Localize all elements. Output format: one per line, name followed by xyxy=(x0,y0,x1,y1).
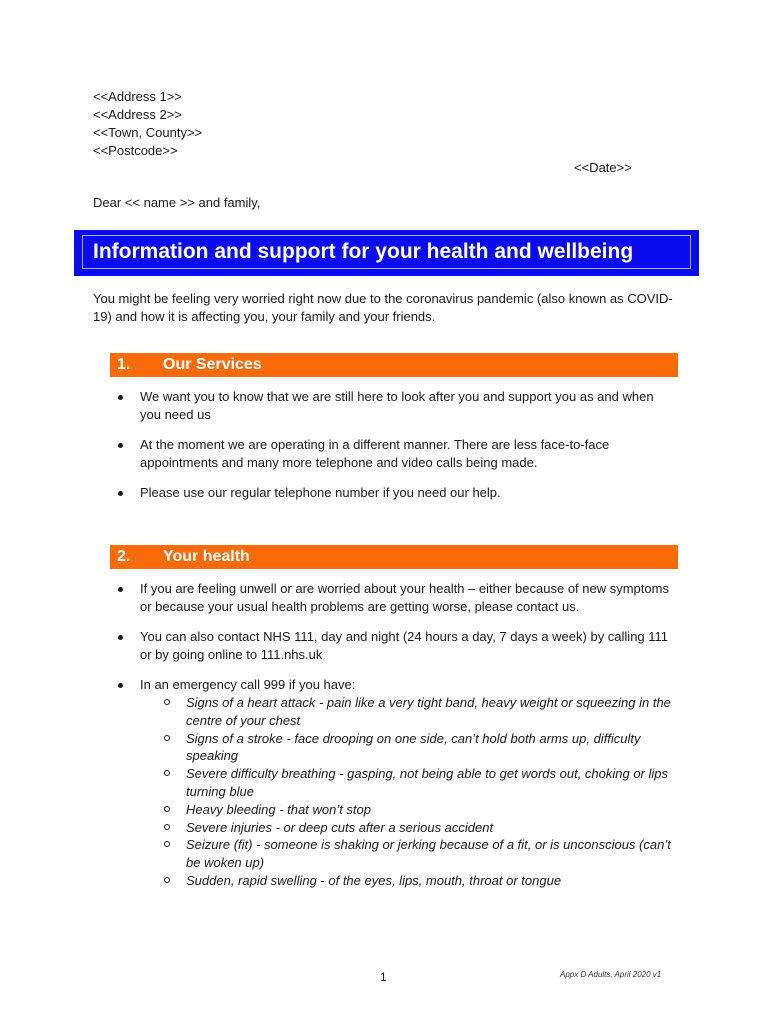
bullet-icon xyxy=(118,587,123,592)
emergency-item: Signs of a heart attack - pain like a very tight band, heavy weight or squeezing in the centre of your chest xyxy=(140,694,675,730)
address-postcode: <<Postcode>> xyxy=(93,143,178,158)
footer-reference: Appx D Adults, April 2020 v1 xyxy=(560,970,662,979)
letter-date: <<Date>> xyxy=(574,160,632,175)
intro-paragraph: You might be feeling very worried right now due to the coronavirus pandemic (also known as COVID-19) and how it is affecting you, your family and your friends. xyxy=(93,291,673,324)
list-item: In an emergency call 999 if you have: Signs of a heart attack - pain like a very tight band, heavy weight or squeezing in the centre of your chest Signs of a stroke - face drooping on one side, can’t hold both arms up, difficulty speaking Severe difficulty breathing - gasping, not being able to get words out, choking or lips turning blue Heavy bleeding - that won’t stop Severe injuries - or deep cuts after a serious accident Seizure (fit) - someone is shaking or jerking because of a fit, or is unconscious (can’t be woken up) Sudden, rapid swelling - of the eyes, lips, mouth, throat or tongue xyxy=(110,676,675,890)
section-header-our-services xyxy=(110,353,678,377)
services-bullet-list xyxy=(110,388,675,514)
list-item: We want you to know that we are still here to look after you and support you as and when you need us xyxy=(110,388,675,424)
address-town: <<Town, County>> xyxy=(93,125,203,140)
title-banner xyxy=(74,230,699,276)
emergency-item: Severe injuries - or deep cuts after a serious accident xyxy=(140,819,675,837)
address-block xyxy=(93,88,202,160)
emergency-item: Seizure (fit) - someone is shaking or jerking because of a fit, or is unconscious (can’t be woken up) xyxy=(140,836,675,872)
emergency-item: Heavy bleeding - that won’t stop xyxy=(140,801,675,819)
emergency-item: Sudden, rapid swelling - of the eyes, lips, mouth, throat or tongue xyxy=(140,872,675,890)
list-item: Please use our regular telephone number if you need our help. xyxy=(110,484,675,502)
section-title: Our Services xyxy=(163,356,262,373)
section-header-your-health xyxy=(110,545,678,569)
circle-bullet-icon xyxy=(164,735,170,741)
bullet-icon xyxy=(118,683,123,688)
address-line-1: <<Address 1>> xyxy=(93,89,182,104)
circle-bullet-icon xyxy=(164,824,170,830)
list-item: At the moment we are operating in a different manner. There are less face-to-face appointments and many more telephone and video calls being made. xyxy=(110,436,675,472)
circle-bullet-icon xyxy=(164,699,170,705)
bullet-icon xyxy=(118,491,123,496)
circle-bullet-icon xyxy=(164,877,170,883)
bullet-icon xyxy=(118,635,123,640)
emergency-item: Signs of a stroke - face drooping on one side, can’t hold both arms up, difficulty speaking xyxy=(140,730,675,766)
list-item: You can also contact NHS 111, day and night (24 hours a day, 7 days a week) by calling 111 or by going online to 111.nhs.uk xyxy=(110,628,675,664)
circle-bullet-icon xyxy=(164,770,170,776)
section-number: 2. xyxy=(117,548,131,565)
health-bullet-list xyxy=(110,580,675,902)
emergency-sublist xyxy=(140,694,675,890)
page-number: 1 xyxy=(380,970,387,984)
circle-bullet-icon xyxy=(164,806,170,812)
list-item: If you are feeling unwell or are worried about your health – either because of new symptoms or because your usual health problems are getting worse, please contact us. xyxy=(110,580,675,616)
bullet-icon xyxy=(118,443,123,448)
section-number: 1. xyxy=(117,356,131,373)
banner-title: Information and support for your health and wellbeing xyxy=(82,235,691,269)
emergency-item: Severe difficulty breathing - gasping, not being able to get words out, choking or lips turning blue xyxy=(140,765,675,801)
bullet-icon xyxy=(118,395,123,400)
address-line-2: <<Address 2>> xyxy=(93,107,182,122)
greeting: Dear << name >> and family, xyxy=(93,195,261,210)
section-title: Your health xyxy=(163,548,250,565)
circle-bullet-icon xyxy=(164,841,170,847)
